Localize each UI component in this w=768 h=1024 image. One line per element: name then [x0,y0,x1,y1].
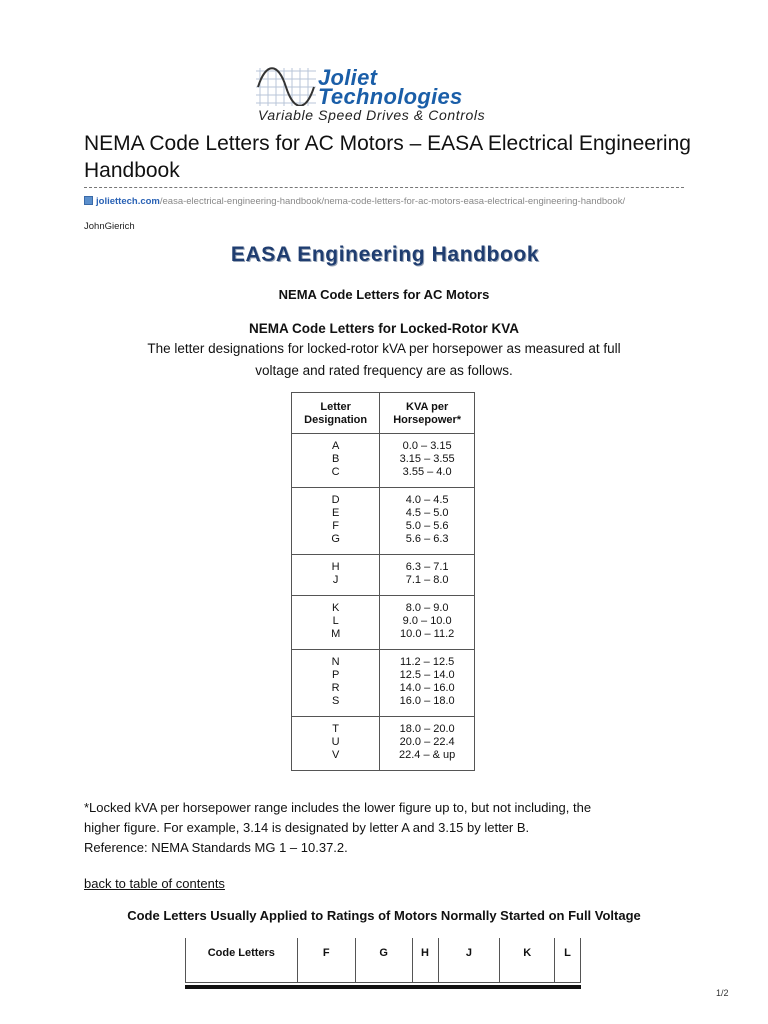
col1-label-1: Letter [320,401,351,413]
letter-designation: K [331,602,340,614]
code-cell: H [412,938,438,983]
kva-table-row [292,650,475,717]
letter-designation: A [331,440,340,452]
code-cell: L [555,938,581,983]
page-number: 1/2 [716,988,729,998]
kva-range-cell [380,717,475,771]
kva-table-row [292,717,475,771]
letter-designation: D [331,494,340,506]
dashed-divider [84,187,684,188]
kva-table-row [292,488,475,555]
kva-range: 10.0 – 11.2 [400,628,455,640]
kva-range: 14.0 – 16.0 [399,682,455,694]
letter-designation-cell [292,650,380,717]
letter-designation: E [331,507,340,519]
letter-designation: B [331,453,340,465]
letter-designation: G [331,533,340,545]
footnote-line-1: *Locked kVA per horsepower range includes the lower figure up to, but not including, the [84,800,592,815]
letter-designation: P [331,669,340,681]
col1-label-2: Designation [304,414,368,426]
sine-wave-icon [256,66,316,106]
code-letters-table [185,938,581,983]
kva-range: 3.15 – 3.55 [399,453,455,465]
kva-range: 4.5 – 5.0 [405,507,449,519]
code-cell: J [438,938,500,983]
kva-range: 3.55 – 4.0 [402,466,452,478]
kva-range: 20.0 – 22.4 [399,736,455,748]
kva-table-header-row [292,393,475,434]
kva-range: 11.2 – 12.5 [400,656,455,668]
code-letters-row [186,938,581,983]
page-title: NEMA Code Letters for AC Motors – EASA Electrical Engineering Handbook [84,132,691,182]
col-kva-per-hp [380,393,475,434]
letter-designation: C [331,466,340,478]
back-to-toc-link[interactable]: back to table of contents [84,876,225,891]
letter-designation: S [331,695,340,707]
kva-range-cell [380,596,475,650]
letter-designation: T [332,723,340,735]
letter-designation: H [331,561,340,573]
kva-range: 9.0 – 10.0 [402,615,452,627]
table-bottom-rule [185,985,581,989]
kva-range: 22.4 – & up [399,749,456,761]
letter-designation: U [331,736,340,748]
intro-paragraph [100,338,668,382]
author-name: JohnGierich [84,221,135,232]
kva-range: 5.0 – 5.6 [405,520,449,532]
footnote [84,798,704,858]
code-cell: F [297,938,355,983]
joliet-technologies-logo [256,66,520,124]
kva-range: 8.0 – 9.0 [405,602,449,614]
site-favicon-icon [84,196,93,205]
letter-designation-cell [292,596,380,650]
letter-designation: V [331,749,340,761]
letter-designation: L [332,615,339,627]
kva-range-cell [380,555,475,596]
col-letter-designation [292,393,380,434]
logo-word-technologies: Technologies [318,84,463,109]
footnote-line-2: higher figure. For example, 3.14 is designated by letter A and 3.15 by letter B. [84,820,530,835]
kva-range-cell [380,488,475,555]
kva-range: 6.3 – 7.1 [405,561,449,573]
letter-designation: F [332,520,340,532]
kva-range: 7.1 – 8.0 [405,574,449,586]
source-path[interactable]: /easa-electrical-engineering-handbook/nema-code-letters-for-ac-motors-easa-electrical-engineering-handbook/ [159,196,626,207]
second-heading: Code Letters Usually Applied to Ratings of Motors Normally Started on Full Voltage [127,908,641,923]
code-cell: G [355,938,412,983]
locked-rotor-kva-table [291,392,475,771]
letter-designation: N [331,656,340,668]
letter-designation: R [331,682,340,694]
kva-table-row [292,596,475,650]
logo-word-joliet: Joliet [318,65,378,90]
source-url[interactable] [84,196,684,208]
intro-line-1: The letter designations for locked-rotor kVA per horsepower as measured at full [147,341,621,356]
kva-range: 5.6 – 6.3 [405,533,449,545]
kva-range: 16.0 – 18.0 [399,695,455,707]
letter-designation: M [331,628,341,640]
footnote-line-3: Reference: NEMA Standards MG 1 – 10.37.2. [84,840,348,855]
kva-range: 12.5 – 14.0 [399,669,455,681]
letter-designation-cell [292,717,380,771]
kva-table-body [292,434,475,771]
kva-range-cell [380,650,475,717]
col2-label-1: KVA per [406,401,449,413]
kva-table-row [292,434,475,488]
kva-table-row [292,555,475,596]
section-heading: NEMA Code Letters for AC Motors [278,287,490,302]
letter-designation-cell [292,555,380,596]
code-cell: K [500,938,555,983]
intro-line-2: voltage and rated frequency are as follows. [255,363,513,378]
kva-range: 4.0 – 4.5 [405,494,449,506]
source-domain[interactable]: joliettech.com [96,196,160,207]
letter-designation: J [332,574,339,586]
letter-designation-cell [292,434,380,488]
code-letters-label: Code Letters [186,938,298,983]
easa-banner: EASA Engineering Handbook [230,243,540,266]
subheading: NEMA Code Letters for Locked-Rotor KVA [248,321,519,336]
kva-range: 18.0 – 20.0 [399,723,455,735]
col2-label-2: Horsepower* [393,414,462,426]
kva-range-cell [380,434,475,488]
letter-designation-cell [292,488,380,555]
kva-range: 0.0 – 3.15 [402,440,452,452]
logo-tagline: Variable Speed Drives & Controls [258,107,486,123]
